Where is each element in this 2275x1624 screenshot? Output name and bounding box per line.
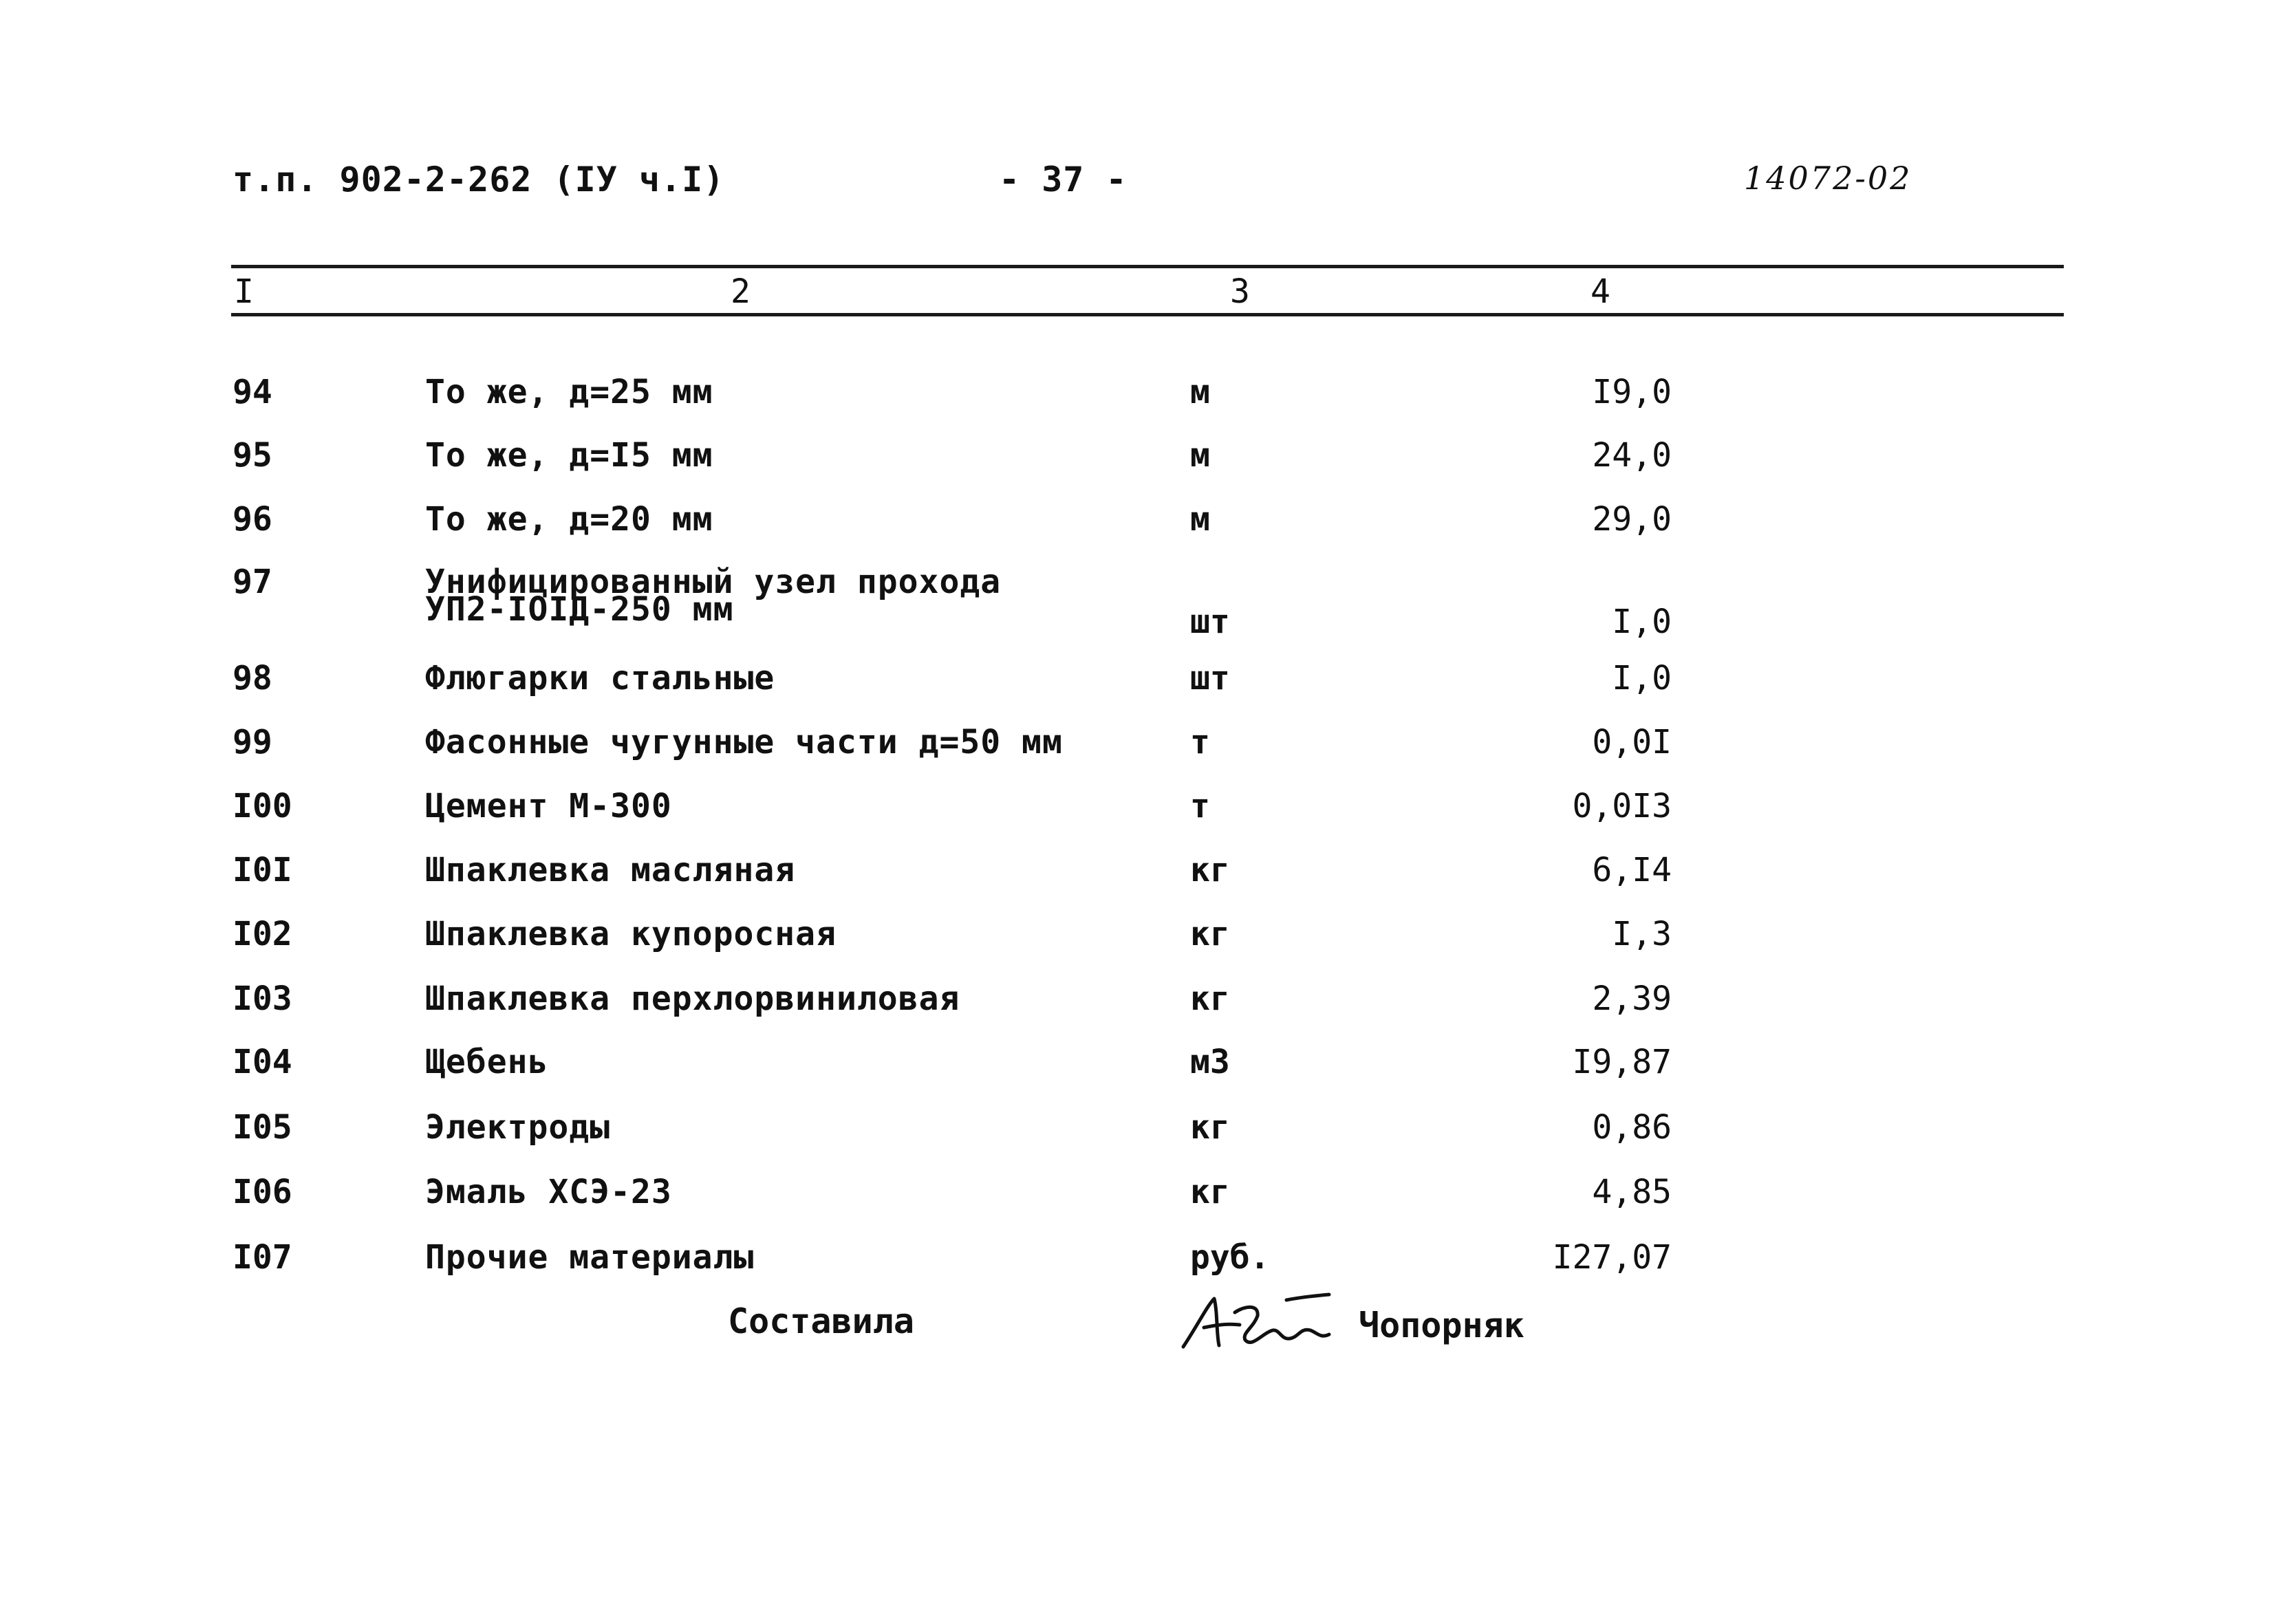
column-number-3: 3 [1230, 272, 1250, 311]
table-row [0, 979, 2275, 1037]
material-name-line: Шпаклевка масляная [425, 851, 796, 889]
material-name [425, 563, 1002, 629]
material-name [425, 851, 796, 889]
unit-of-measure: шт [1190, 603, 1230, 641]
material-name [425, 915, 837, 953]
row-number: 97 [233, 563, 272, 601]
unit-of-measure: кг [1190, 1173, 1230, 1211]
column-number-4: 4 [1591, 272, 1610, 311]
unit-of-measure: м [1190, 500, 1210, 539]
material-name [425, 1173, 672, 1211]
column-number-1: I [234, 272, 254, 311]
row-number: 94 [233, 373, 272, 411]
table-row [0, 723, 2275, 781]
unit-of-measure: кг [1190, 851, 1230, 889]
material-name-line: УП2-IОIД-250 мм [425, 590, 734, 629]
quantity: 0,0I [1592, 723, 1672, 761]
row-number: 96 [233, 500, 272, 539]
unit-of-measure: т [1190, 787, 1210, 825]
table-row [0, 500, 2275, 558]
row-number: I06 [233, 1173, 292, 1211]
quantity: I,0 [1612, 659, 1672, 697]
table-row [0, 563, 2275, 641]
column-number-2: 2 [731, 272, 751, 311]
quantity: 0,86 [1592, 1108, 1672, 1147]
row-number: I05 [233, 1108, 292, 1147]
material-name [425, 500, 713, 539]
quantity: 0,0I3 [1572, 787, 1672, 825]
row-number: 95 [233, 436, 272, 475]
quantity: 4,85 [1592, 1173, 1672, 1211]
table-header-rule [231, 313, 2064, 316]
table-row [0, 915, 2275, 973]
quantity: I27,07 [1552, 1238, 1672, 1277]
quantity: I9,0 [1592, 373, 1672, 411]
unit-of-measure: м [1190, 436, 1210, 475]
table-row [0, 1238, 2275, 1296]
quantity: 2,39 [1592, 979, 1672, 1018]
quantity: I,0 [1612, 603, 1672, 641]
table-row [0, 1043, 2275, 1101]
material-name-line: Эмаль ХСЭ-23 [425, 1173, 672, 1211]
material-name [425, 1108, 611, 1147]
material-name-line: Шпаклевка перхлорвиниловая [425, 979, 960, 1018]
material-name-line: Электроды [425, 1108, 611, 1147]
material-name [425, 436, 713, 475]
archive-code: 14072-02 [1744, 160, 1912, 197]
table-row [0, 787, 2275, 845]
quantity: I,3 [1612, 915, 1672, 953]
material-name [425, 979, 960, 1018]
material-name-line: То же, д=25 мм [425, 373, 713, 411]
row-number: I00 [233, 787, 292, 825]
compiled-by-label: Составила [728, 1301, 914, 1341]
table-row [0, 851, 2275, 909]
unit-of-measure: кг [1190, 1108, 1230, 1147]
row-number: I02 [233, 915, 292, 953]
row-number: I03 [233, 979, 292, 1018]
material-name [425, 659, 775, 697]
material-name-line: Флюгарки стальные [425, 659, 775, 697]
material-name-line: То же, д=I5 мм [425, 436, 713, 475]
table-row [0, 436, 2275, 494]
quantity: 6,I4 [1592, 851, 1672, 889]
page-number: - 37 - [999, 160, 1128, 199]
table-row [0, 1108, 2275, 1166]
row-number: 99 [233, 723, 272, 761]
unit-of-measure: кг [1190, 915, 1230, 953]
table-row [0, 659, 2275, 717]
unit-of-measure: кг [1190, 979, 1230, 1018]
unit-of-measure: м3 [1190, 1043, 1230, 1081]
row-number: 98 [233, 659, 272, 697]
quantity: 29,0 [1592, 500, 1672, 539]
compiler-name: Чопорняк [1359, 1306, 1524, 1345]
unit-of-measure: руб. [1190, 1238, 1270, 1277]
material-name [425, 1238, 755, 1277]
material-name-line: Унифицированный узел прохода [425, 563, 1002, 601]
material-name [425, 787, 672, 825]
material-name [425, 1043, 549, 1081]
quantity: I9,87 [1572, 1043, 1672, 1081]
material-name-line: Прочие материалы [425, 1238, 755, 1277]
document-reference: т.п. 902-2-262 (IУ ч.I) [233, 160, 725, 199]
row-number: I0I [233, 851, 292, 889]
row-number: I04 [233, 1043, 292, 1081]
unit-of-measure: шт [1190, 659, 1230, 697]
material-name-line: Щебень [425, 1043, 549, 1081]
material-name-line: То же, д=20 мм [425, 500, 713, 539]
table-top-rule [231, 265, 2064, 268]
material-name [425, 373, 713, 411]
unit-of-measure: м [1190, 373, 1210, 411]
row-number: I07 [233, 1238, 292, 1277]
quantity: 24,0 [1592, 436, 1672, 475]
material-name-line: Цемент М-300 [425, 787, 672, 825]
table-row [0, 1173, 2275, 1231]
material-name [425, 723, 1063, 761]
material-name-line: Фасонные чугунные части д=50 мм [425, 723, 1063, 761]
material-name-line: Шпаклевка купоросная [425, 915, 837, 953]
handwritten-signature [1176, 1285, 1335, 1361]
table-row [0, 373, 2275, 431]
unit-of-measure: т [1190, 723, 1210, 761]
